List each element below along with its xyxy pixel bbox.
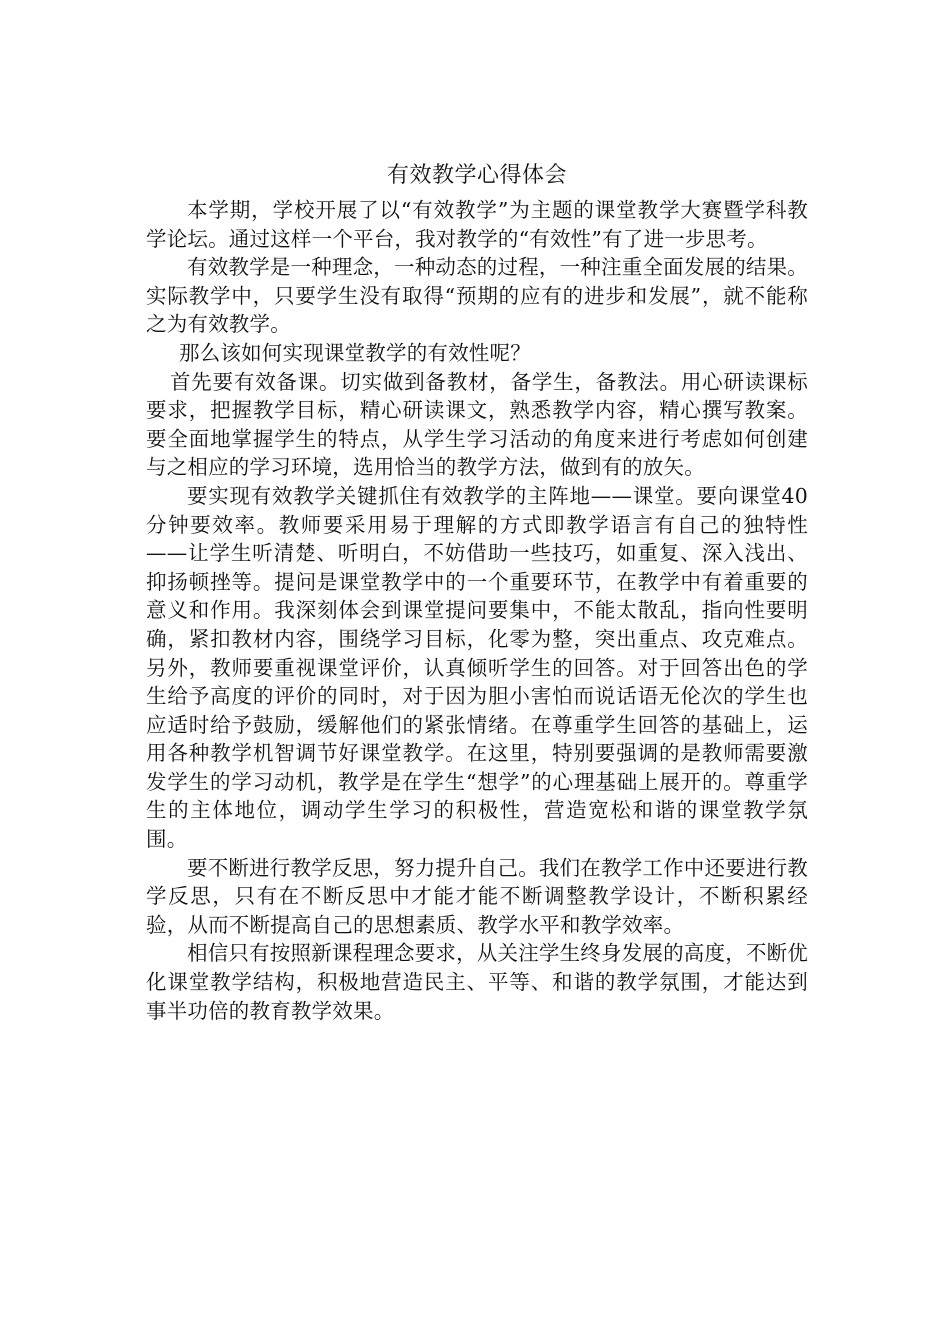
paragraph-classroom: 要实现有效教学关键抓住有效教学的主阵地——课堂。要向课堂40分钟要效率。教师要采用易于理解的方式即教学语言有自己的独特性——让学生听清楚、听明白，不妨借助一些技巧，如重复、深入浅出、抑扬顿挫等。提问是课堂教学中的一个重要环节，在教学中有着重要的意义和作用。我深刻体会到课堂提问要集中，不能太散乱，指向性要明确，紧扣教材内容，围绕学习目标，化零为整，突出重点、攻克难点。另外，教师要重视课堂评价，认真倾听学生的回答。对于回答出色的学生给予高度的评价的同时，对于因为胆小害怕而说话语无伦次的学生也应适时给予鼓励，缓解他们的紧张情绪。在尊重学生回答的基础上，运用各种教学机智调节好课堂教学。在这里，特别要强调的是教师需要激发学生的学习动机，教学是在学生“想学”的心理基础上展开的。尊重学生的主体地位，调动学生学习的积极性，营造宽松和谐的课堂教学氛围。 xyxy=(146,483,808,852)
paragraph-question: 那么该如何实现课堂教学的有效性呢？ xyxy=(179,340,531,365)
document-body xyxy=(146,160,808,1025)
paragraph-definition: 有效教学是一种理念，一种动态的过程，一种注重全面发展的结果。实际教学中，只要学生没有取得“预期的应有的进步和发展”，就不能称之为有效教学。 xyxy=(146,255,808,337)
paragraph-conclusion: 相信只有按照新课程理念要求，从关注学生终身发展的高度，不断优化课堂教学结构，积极地营造民主、平等、和谐的教学氛围，才能达到事半功倍的教育教学效果。 xyxy=(146,941,808,1023)
paragraph-intro: 本学期，学校开展了以“有效教学”为主题的课堂教学大赛暨学科教学论坛。通过这样一个平台，我对教学的“有效性”有了进一步思考。 xyxy=(146,198,808,251)
document-title: 有效教学心得体会 xyxy=(386,163,567,188)
paragraph-lesson-prep: 首先要有效备课。切实做到备教材，备学生，备教法。用心研读课标要求，把握教学目标，精心研读课文，熟悉教学内容，精心撰写教案。要全面地掌握学生的特点，从学生学习活动的角度来进行考虑如何创建与之相应的学习环境，选用恰当的教学方法，做到有的放矢。 xyxy=(146,369,808,480)
paragraph-reflection: 要不断进行教学反思，努力提升自己。我们在教学工作中还要进行教学反思，只有在不断反思中才能才能不断调整教学设计，不断积累经验，从而不断提高自己的思想素质、教学水平和教学效率。 xyxy=(146,855,808,937)
